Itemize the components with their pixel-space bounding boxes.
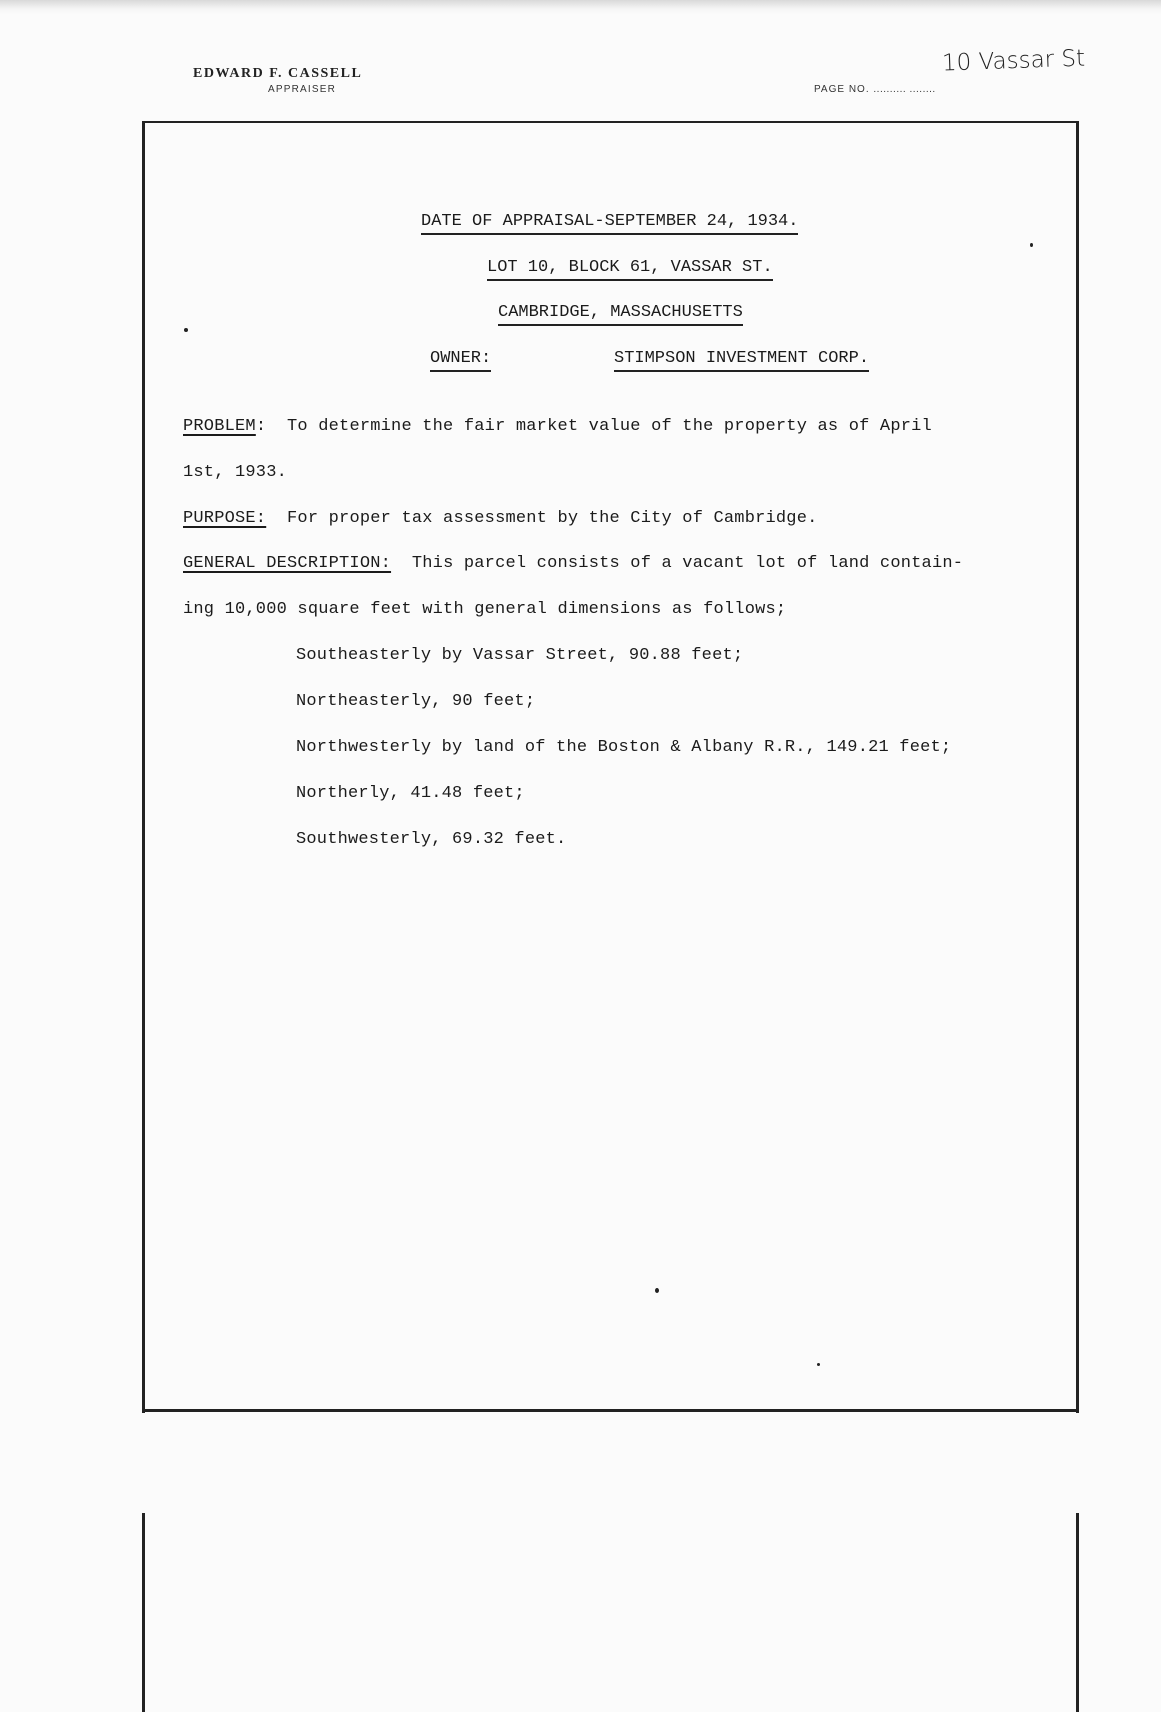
frame-mask — [139, 1413, 1084, 1513]
problem-colon: : — [255, 417, 267, 436]
dimension-southwesterly: Southwesterly, 69.32 feet. — [296, 830, 567, 849]
purpose-text: For proper tax assessment by the City of Cambridge. — [287, 509, 818, 528]
general-description-line-1 — [183, 554, 963, 573]
dimension-northwesterly: Northwesterly by land of the Boston & Albany R.R., 149.21 feet; — [296, 738, 952, 757]
page-number-label: PAGE NO. — [814, 84, 870, 95]
appraisal-date: DATE OF APPRAISAL-SEPTEMBER 24, 1934. — [421, 212, 798, 235]
purpose-label: PURPOSE: — [183, 509, 267, 528]
page-number-field — [814, 84, 936, 95]
dimension-northeasterly: Northeasterly, 90 feet; — [296, 692, 536, 711]
general-description-label: GENERAL DESCRIPTION: — [183, 554, 392, 573]
letterhead-name: EDWARD F. CASSELL — [193, 66, 363, 81]
handwritten-note: 10 Vassar St — [941, 45, 1086, 77]
general-description-line-2: ing 10,000 square feet with general dimensions as follows; — [183, 600, 787, 619]
scan-speck — [184, 328, 188, 332]
owner-value: STIMPSON INVESTMENT CORP. — [614, 349, 869, 372]
page-number-dots: .......... ........ — [873, 84, 936, 95]
letterhead-title: APPRAISER — [268, 84, 337, 95]
dimension-southeasterly: Southeasterly by Vassar Street, 90.88 feet; — [296, 646, 744, 665]
dimension-northerly: Northerly, 41.48 feet; — [296, 784, 525, 803]
general-description-text-1: This parcel consists of a vacant lot of land contain- — [411, 554, 964, 573]
problem-line-2: 1st, 1933. — [183, 463, 288, 482]
problem-text-1: To determine the fair market value of the property as of April — [287, 417, 932, 436]
scan-edge — [0, 0, 1161, 14]
lot-block: LOT 10, BLOCK 61, VASSAR ST. — [487, 258, 773, 281]
purpose-line — [183, 509, 818, 528]
problem-label: PROBLEM — [183, 417, 256, 436]
scan-speck — [655, 1288, 659, 1293]
scan-speck — [1030, 243, 1033, 247]
page-frame-bottom — [142, 1409, 1079, 1412]
scan-speck — [817, 1363, 820, 1366]
city-state: CAMBRIDGE, MASSACHUSETTS — [498, 303, 743, 326]
problem-line-1 — [183, 417, 932, 436]
owner-label: OWNER: — [430, 349, 491, 372]
